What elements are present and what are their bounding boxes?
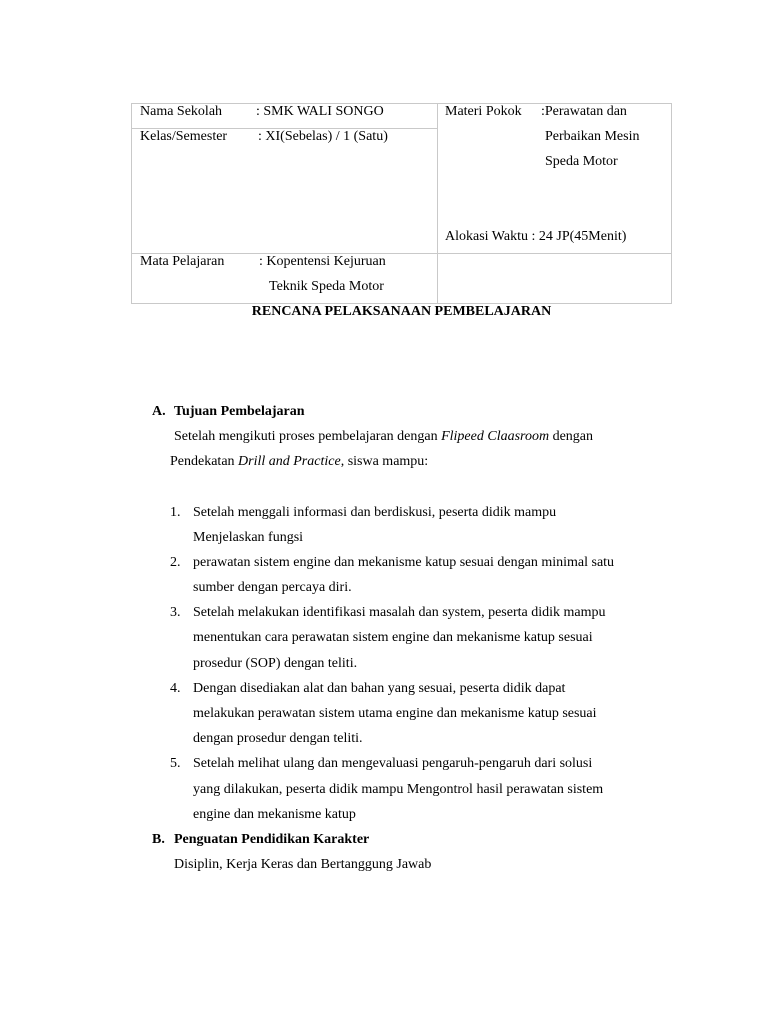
- intro-approach: Drill and Practice: [238, 454, 341, 469]
- subject-value-line-2: Teknik Speda Motor: [269, 279, 384, 294]
- intro-method: Flipeed Claasroom: [441, 429, 550, 444]
- list-item-line: perawatan sistem engine dan mekanisme katup sesuai dengan minimal satu: [193, 555, 615, 570]
- list-item-number: 1.: [170, 505, 181, 520]
- list-item-line: sumber dengan percaya diri.: [193, 580, 352, 595]
- section-a-intro-line-2: [170, 454, 428, 470]
- list-item-number: 3.: [170, 605, 181, 620]
- school-value: : SMK WALI SONGO: [256, 104, 384, 119]
- intro-text: Pendekatan: [170, 454, 239, 469]
- topic-value-line-2: Perbaikan Mesin: [545, 129, 640, 144]
- section-b-heading: Penguatan Pendidikan Karakter: [174, 832, 370, 847]
- topic-value-line-3: Speda Motor: [545, 154, 618, 169]
- list-item-line: menentukan cara perawatan sistem engine dan mekanisme katup sesuai: [193, 630, 593, 645]
- list-item-line: melakukan perawatan sistem utama engine dan mekanisme katup sesuai: [193, 706, 597, 721]
- class-value: : XI(Sebelas) / 1 (Satu): [258, 129, 388, 144]
- time-allocation: Alokasi Waktu : 24 JP(45Menit): [445, 229, 627, 244]
- topic-value-line-1: :Perawatan dan: [541, 104, 627, 119]
- school-label: Nama Sekolah: [140, 104, 223, 119]
- section-a-marker: A.: [152, 404, 166, 419]
- list-item-number: 5.: [170, 756, 181, 771]
- section-b-marker: B.: [152, 832, 165, 847]
- intro-text: Setelah mengikuti proses pembelajaran dengan: [174, 429, 442, 444]
- list-item-number: 4.: [170, 681, 181, 696]
- subject-value-line-1: : Kopentensi Kejuruan: [259, 254, 386, 269]
- document-title: RENCANA PELAKSANAAN PEMBELAJARAN: [251, 304, 552, 319]
- intro-text: , siswa mampu:: [340, 454, 429, 469]
- section-b-text: Disiplin, Kerja Keras dan Bertanggung Jawab: [174, 857, 432, 872]
- list-item-line: engine dan mekanisme katup: [193, 807, 356, 822]
- subject-label: Mata Pelajaran: [140, 254, 225, 269]
- list-item-line: Setelah melihat ulang dan mengevaluasi pengaruh-pengaruh dari solusi: [193, 756, 593, 771]
- list-item-line: Setelah menggali informasi dan berdiskusi, peserta didik mampu: [193, 505, 557, 520]
- section-a-heading: Tujuan Pembelajaran: [174, 404, 305, 419]
- list-item-line: Dengan disediakan alat dan bahan yang sesuai, peserta didik dapat: [193, 681, 566, 696]
- list-item-line: prosedur (SOP) dengan teliti.: [193, 656, 358, 671]
- list-item-line: Setelah melakukan identifikasi masalah dan system, peserta didik mampu: [193, 605, 606, 620]
- intro-text: dengan: [549, 429, 594, 444]
- list-item-line: Menjelaskan fungsi: [193, 530, 304, 545]
- list-item-line: yang dilakukan, peserta didik mampu Mengontrol hasil perawatan sistem: [193, 782, 604, 797]
- section-a-intro-line-1: [174, 429, 593, 445]
- list-item-number: 2.: [170, 555, 181, 570]
- list-item-line: dengan prosedur dengan teliti.: [193, 731, 363, 746]
- topic-label: Materi Pokok: [445, 104, 522, 119]
- class-label: Kelas/Semester: [140, 129, 228, 144]
